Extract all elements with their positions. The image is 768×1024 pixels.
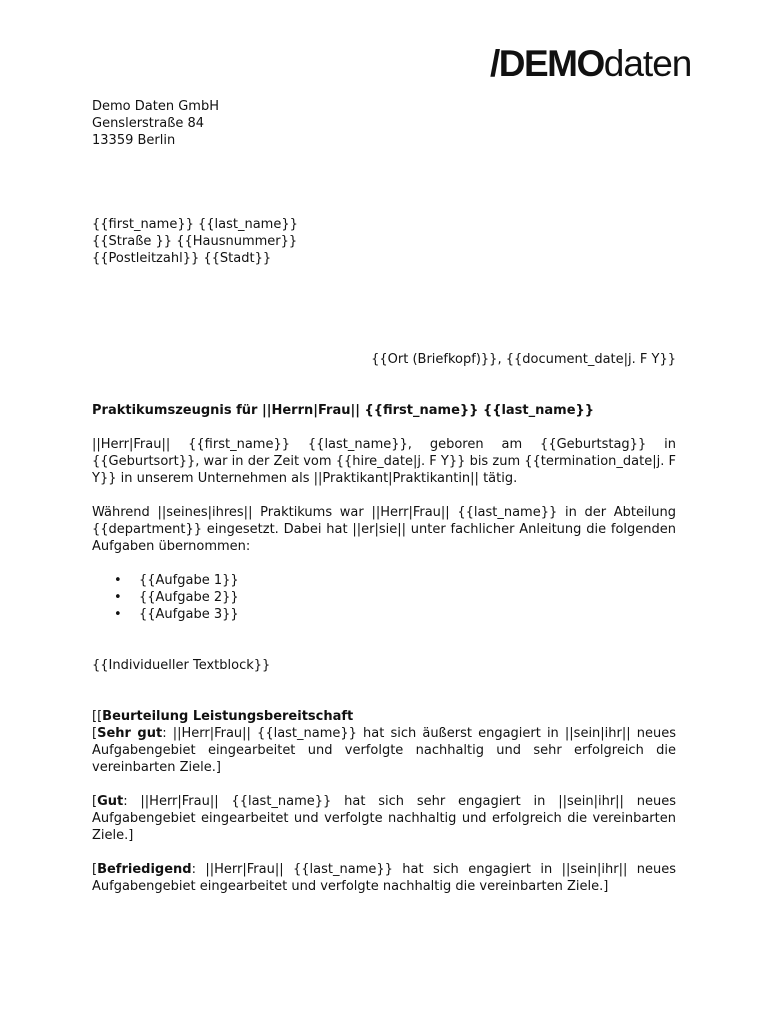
sender-city: 13359 Berlin [92, 133, 176, 148]
list-item [92, 572, 676, 589]
assessment-heading [92, 708, 676, 725]
assessment-gut [92, 793, 676, 844]
sender-company: Demo Daten GmbH [92, 99, 219, 114]
demodaten-logo [490, 44, 691, 84]
bullet-icon: • [114, 607, 122, 622]
assessment-heading-text: Beurteilung Leistungsbereitschaft [102, 709, 354, 724]
assessment-sehr-gut [92, 725, 676, 776]
list-item [92, 606, 676, 623]
list-item [92, 589, 676, 606]
recipient-city: {{Postleitzahl}} {{Stadt}} [92, 251, 272, 266]
sehr-gut-label: Sehr gut [97, 726, 163, 741]
recipient-street: {{Straße }} {{Hausnummer}} [92, 234, 298, 249]
intro-paragraph: ||Herr|Frau|| {{first_name}} {{last_name}}, geboren am {{Geburtstag}} in {{Geburtsort}}, war in der Zeit vom {{hire_date|j. F Y}} bis zum {{termination_date|j. F Y}} in unserem Unternehmen als ||Praktikant|Praktikantin|| tätig. [92, 437, 676, 486]
befriedigend-label: Befriedigend [97, 862, 192, 877]
assessment-befriedigend [92, 861, 676, 895]
task-text: {{Aufgabe 2}} [139, 590, 239, 605]
sender-street: Genslerstraße 84 [92, 116, 205, 131]
logo-light-part: daten [603, 43, 692, 84]
gut-bracket: [ [92, 794, 98, 809]
letter-body [92, 98, 676, 895]
task-text: {{Aufgabe 3}} [139, 607, 239, 622]
recipient-address [92, 216, 676, 267]
sender-address [92, 98, 676, 149]
assessment-open-bracket: [[ [92, 709, 103, 724]
sehr-gut-bracket: [ [92, 726, 98, 741]
gut-label: Gut [97, 794, 124, 809]
gut-text: : ||Herr|Frau|| {{last_name}} hat sich sehr engagiert in ||sein|ihr|| neues Aufgabengebiet eingearbeitet und verfolgte nachhaltig und erfolgreich die vereinbarten Ziele.] [92, 794, 676, 843]
befriedigend-bracket: [ [92, 862, 98, 877]
bullet-icon: • [114, 573, 122, 588]
date-line: {{Ort (Briefkopf)}}, {{document_date|j. F Y}} [371, 352, 676, 367]
task-list [92, 572, 676, 623]
individual-textblock: {{Individueller Textblock}} [92, 658, 271, 673]
bullet-icon: • [114, 590, 122, 605]
logo-bold-part: /DEMO [490, 43, 604, 84]
department-paragraph: Während ||seines|ihres|| Praktikums war ||Herr|Frau|| {{last_name}} in der Abteilung {{department}} eingesetzt. Dabei hat ||er|sie|| unter fachlicher Anleitung die folgenden Aufgaben übernommen: [92, 505, 676, 554]
sehr-gut-text: : ||Herr|Frau|| {{last_name}} hat sich äußerst engagiert in ||sein|ihr|| neues Aufgabengebiet eingearbeitet und verfolgte nachhaltig und sehr erfolgreich die vereinbarten Ziele.] [92, 726, 676, 775]
task-text: {{Aufgabe 1}} [139, 573, 239, 588]
recipient-name: {{first_name}} {{last_name}} [92, 217, 298, 232]
subject-line: Praktikumszeugnis für ||Herrn|Frau|| {{first_name}} {{last_name}} [92, 403, 595, 418]
befriedigend-text: : ||Herr|Frau|| {{last_name}} hat sich engagiert in ||sein|ihr|| neues Aufgabengebiet eingearbeitet und verfolgte nachhaltig die vereinbarten Ziele.] [92, 862, 676, 894]
